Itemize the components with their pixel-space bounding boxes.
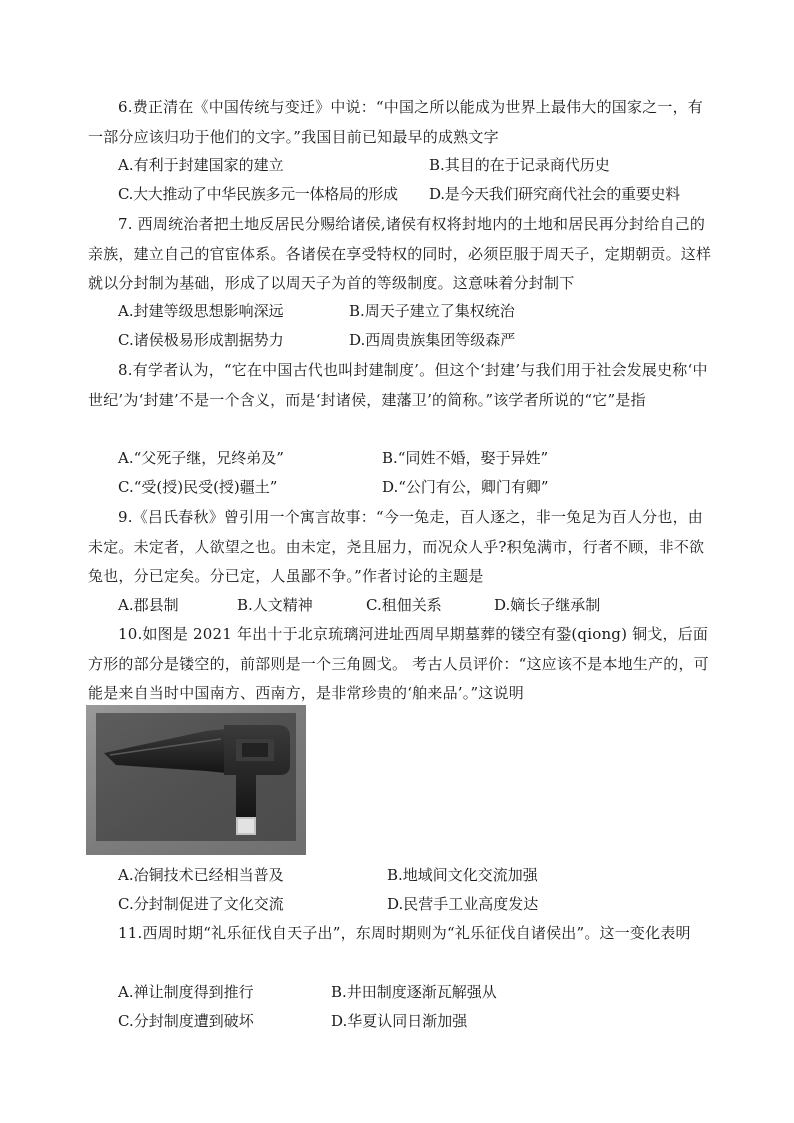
- question-11-option-d: D.华夏认同日渐加强: [331, 1012, 468, 1030]
- question-10-option-a: A.冶铜技术已经相当普及: [118, 866, 284, 884]
- question-6-stem: 6.费正清在《中国传统与变迁》中说：“中国之所以能成为世界上最伟大的国家之一，有一部分应该归功于他们的文字。”我国目前已知最早的成熟文字: [88, 98, 703, 146]
- question-11-option-b: B.井田制度逐渐瓦解强从: [331, 983, 497, 1001]
- question-9: [0, 503, 794, 592]
- question-7-option-a: A.封建等级思想影响深远: [118, 302, 284, 320]
- question-10-option-c: C.分封制促进了文化交流: [118, 895, 284, 913]
- question-11-stem: 11.西周时期“礼乐征伐自天子出”，东周时期则为“礼乐征伐自诸侯出”。这一变化表明: [118, 924, 691, 942]
- question-7-option-c: C.诸侯极易形成割据势力: [118, 331, 284, 349]
- question-9-option-b: B.人文精神: [237, 596, 313, 614]
- question-6: [0, 93, 794, 152]
- question-8-option-c: C.“受(授)民受(授)疆土”: [118, 478, 278, 496]
- question-6-option-d: D.是今天我们研究商代社会的重要史料: [429, 185, 680, 203]
- question-8-option-d: D.“公门有公，卿门有卿”: [382, 478, 549, 496]
- bronze-ge-dagger-image: [86, 705, 306, 855]
- question-10: [0, 620, 794, 709]
- question-7-stem: 7. 西周统治者把土地反居民分赐给诸侯,诸侯有权将封地内的土地和居民再分封给自己的亲族，建立自己的官宦体系。各诸侯在享受特权的同时，必须臣服于周天子，定期朝贡。这样就以分封制为基础，形成了以周天子为首的等级制度。这意味着分封制下: [88, 215, 712, 292]
- question-9-option-a: A.郡县制: [118, 596, 179, 614]
- bronze-ge-dagger-photo: [86, 705, 306, 855]
- question-8: [0, 356, 794, 415]
- question-9-stem: 9.《吕氏春秋》曾引用一个寓言故事：“今一兔走，百人逐之，非一兔足为百人分也，由未定。未定者，人欲望之也。由未定，尧且屈力，而况众人乎?积兔满市，行者不顾，非不欲兔也，分已定矣。分已定，人虽鄙不争。”作者讨论的主题是: [88, 508, 705, 585]
- question-6-option-c: C.大大推动了中华民族多元一体格局的形成: [118, 185, 398, 203]
- question-10-option-d: D.民营手工业高度发达: [387, 895, 539, 913]
- question-9-option-c: C.租佃关系: [366, 596, 442, 614]
- question-11-option-a: A.禅让制度得到推行: [118, 983, 254, 1001]
- question-11-option-c: C.分封制度遭到破坏: [118, 1012, 254, 1030]
- question-7-option-d: D.西周贵族集团等级森严: [349, 331, 516, 349]
- question-7: [0, 210, 794, 299]
- question-9-option-d: D.嫡长子继承制: [494, 596, 601, 614]
- question-10-option-b: B.地域间文化交流加强: [387, 866, 538, 884]
- question-8-option-a: A.“父死子继，兄终弟及”: [118, 449, 284, 467]
- question-7-option-b: B.周天子建立了集权统治: [349, 302, 515, 320]
- question-10-stem: 10.如图是 2021 年出十于北京琉璃河进址西周早期墓葬的镂空有銎(qiong) 铜戈，后面方形的部分是镂空的，前部则是一个三角圆戈。 考古人员评价：“这应该不是本地生产的，可能是来自当时中国南方、西南方，是非常珍贵的‘舶来品’。”这说明: [88, 625, 709, 702]
- question-8-stem: 8.有学者认为，“它在中国古代也叫封建制度’。但这个‘封建’与我们用于社会发展史称‘中世纪’为‘封建’不是一个含义，而是‘封诸侯，建藩卫’的简称。”该学者所说的“它”是指: [88, 361, 708, 409]
- question-11: [0, 919, 794, 949]
- question-6-option-a: A.有利于封建国家的建立: [118, 156, 284, 174]
- question-6-option-b: B.其目的在于记录商代历史: [429, 156, 610, 174]
- question-8-option-b: B.“同姓不婚，娶于异姓”: [382, 449, 549, 467]
